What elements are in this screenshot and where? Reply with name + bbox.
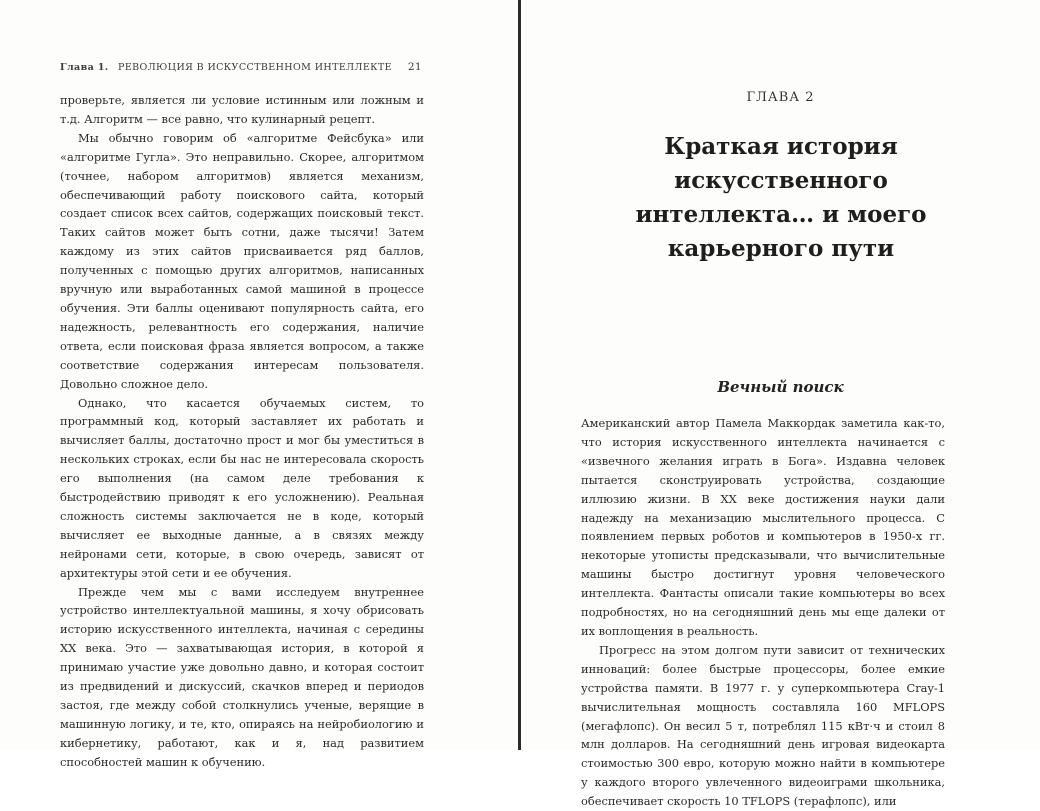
chapter-title-line: карьерного пути	[667, 235, 895, 262]
left-body-text	[60, 91, 424, 772]
chapter-title-line: искусственного	[674, 167, 888, 194]
chapter-title-line: интеллекта… и моего	[635, 201, 927, 228]
left-page	[0, 0, 518, 769]
section-title: Вечный поиск	[717, 378, 844, 396]
paragraph: Однако, что касается обучаемых систем, то программный код, который заставляет их работать и вычисляет баллы, достаточно прост и мог бы уместиться в нескольких строках, если бы нас не интересовала скорость его выполнения (на самом деле требования к быстродействию приводят к его усложнению). Реальная сложность системы заключается не в коде, который вычисляет ее выходные данные, а в связях между нейронами сети, которые, в свою очередь, зависят от архитектуры этой сети и ее обучения.	[60, 395, 424, 580]
paragraph: Прогресс на этом долгом пути зависит от технических инноваций: более быстрые процессоры, более емкие устройства памяти. В 1977 г. у суперкомпьютера Cray-1 вычислительная мощность составляла 160 MFLOPS (мегафлопс). Он весил 5 т, потреблял 115 кВт·ч и стоил 8 млн долларов. На сегодняшний день игровая видеокарта стоимостью 300 евро, которую можно найти в компьютере у каждого второго увлеченного видеоиграми школьника, обеспечивает скорость 10 TFLOPS (терафлопс), или	[581, 642, 945, 809]
paragraph: Американский автор Памела Маккордак заметила как-то, что история искусственного интеллекта начинается с «извечного желания играть в Бога». Издавна человек пытается сконструировать устройства, создающие иллюзию жизни. В XX веке достижения науки дали надежду на механизацию мыслительного процесса. С появлением первых роботов и компьютеров в 1950-х гг. некоторые утописты предсказывали, что вычислительные машины быстро достигнут уровня человеческого интеллекта. Фантасты описали такие компьютеры во всех подробностях, но на сегодняшний день мы еще далеки от их воплощения в реальность.	[581, 416, 945, 638]
paragraph: Мы обычно говорим об «алгоритме Фейсбука» или «алгоритме Гугла». Это неправильно. Скорее, алгоритмом (точнее, набором алгоритмов) является механизм, обеспечивающий работу поискового сайта, который создает список всех сайтов, содержащих поисковый текст. Таких сайтов может быть сотни, даже тысячи! Затем каждому из этих сайтов присваивается ряд баллов, полученных с помощью других алгоритмов, написанных вручную или выработанных самой машиной в процессе обучения. Эти баллы оценивают популярность сайта, его надежность, релевантность его содержания, наличие ответа, если поисковая фраза является вопросом, а также соответствие содержания интересам пользователя. Довольно сложное дело.	[60, 130, 424, 391]
running-head-chapter-title: РЕВОЛЮЦИЯ В ИСКУССТВЕННОМ ИНТЕЛЛЕКТЕ	[118, 62, 392, 73]
chapter-label: ГЛАВА 2	[746, 90, 815, 105]
paragraph: Прежде чем мы с вами исследуем внутреннее устройство интеллектуальной машины, я хочу обрисовать историю искусственного интеллекта, начиная с середины XX века. Это — захватывающая история, в которой я принимаю участие уже довольно давно, и которая состоит из предвидений и дискуссий, скачков вперед и периодов застоя, где между собой столкнулись ученые, верящие в машинную логику, и те, кто, опираясь на нейробиологию и кибернетику, работают, как и я, над развитием способностей машин к обучению.	[60, 584, 424, 769]
right-body-text	[581, 414, 945, 811]
paragraph: проверьте, является ли условие истинным или ложным и т.д. Алгоритм — все равно, что кулинарный рецепт.	[60, 93, 424, 126]
running-head-chapter-number: Глава 1.	[60, 62, 109, 73]
running-head	[60, 61, 422, 73]
right-page	[521, 0, 1040, 809]
chapter-title	[581, 130, 981, 266]
running-head-chapter	[60, 62, 392, 73]
chapter-title-line: Краткая история	[664, 133, 898, 160]
page-number: 21	[407, 61, 422, 73]
